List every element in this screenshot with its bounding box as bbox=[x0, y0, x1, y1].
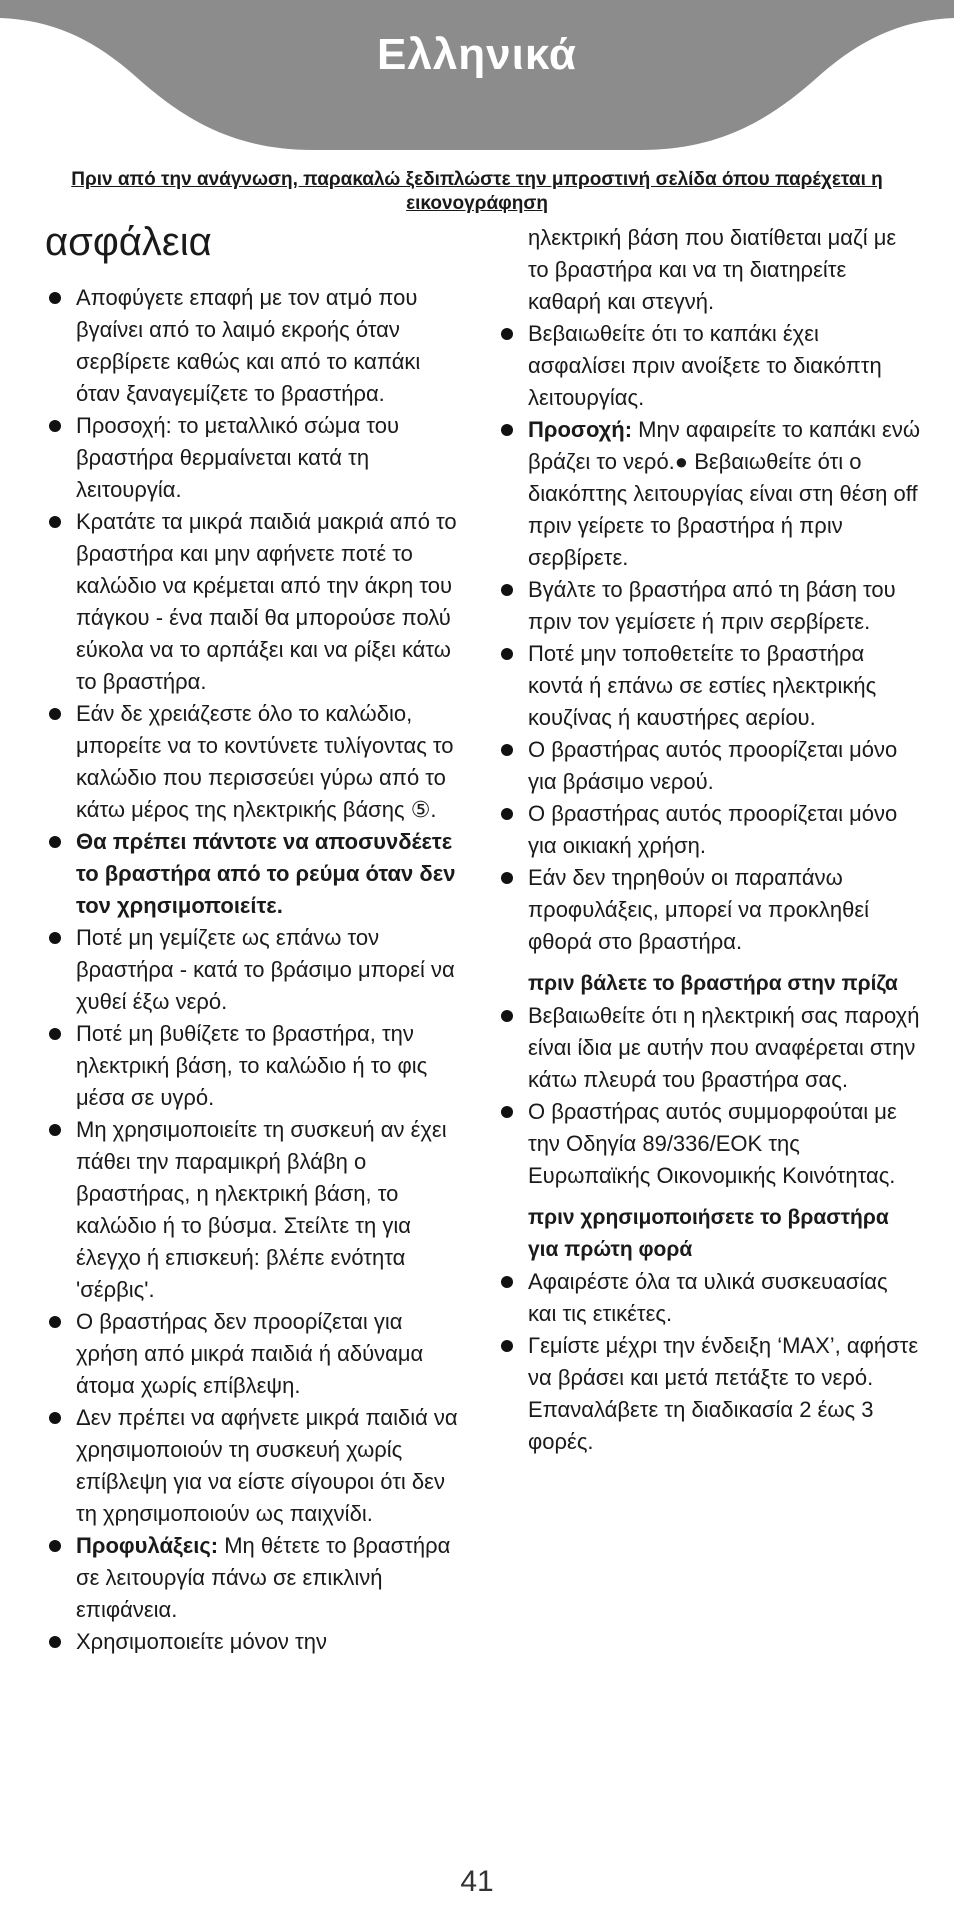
unfold-instruction: Πριν από την ανάγνωση, παρακαλώ ξεδιπλώστε την μπροστινή σελίδα όπου παρέχεται η εικονογράφηση bbox=[71, 169, 883, 214]
left-column bbox=[45, 220, 465, 1658]
list-item: Χρησιμοποιείτε μόνον την bbox=[45, 1626, 465, 1658]
list-item: Ο βραστήρας δεν προορίζεται για χρήση από μικρά παιδιά ή αδύναμα άτομα χωρίς επίβλεψη. bbox=[45, 1306, 465, 1402]
list-item: Προσοχή: το μεταλλικό σώμα του βραστήρα θερμαίνεται κατά τη λειτουργία. bbox=[45, 410, 465, 506]
list-item bbox=[497, 414, 922, 574]
precautions-text: Μη θέτετε το βραστήρα σε λειτουργία πάνω σε επικλινή επιφάνεια. bbox=[76, 1533, 451, 1622]
list-item: Αποφύγετε επαφή με τον ατμό που βγαίνει από το λαιμό εκροής όταν σερβίρετε καθώς και από το καπάκι όταν ξαναγεμίζετε το βραστήρα. bbox=[45, 282, 465, 410]
list-item: Βγάλτε το βραστήρα από τη βάση του πριν τον γεμίσετε ή πριν σερβίρετε. bbox=[497, 574, 922, 638]
list-item: Δεν πρέπει να αφήνετε μικρά παιδιά να χρησιμοποιούν τη συσκευή χωρίς επίβλεψη για να είστε σίγουροι ότι δεν τη χρησιμοποιούν ως παιχνίδι. bbox=[45, 1402, 465, 1530]
list-item: Ποτέ μην τοποθετείτε το βραστήρα κοντά ή επάνω σε εστίες ηλεκτρικής κουζίνας ή καυστήρες αερίου. bbox=[497, 638, 922, 734]
list-item: Μη χρησιμοποιείτε τη συσκευή αν έχει πάθει την παραμικρή βλάβη ο βραστήρας, η ηλεκτρική βάση, το καλώδιο ή το βύσμα. Στείλτε τη για έλεγχο ή επισκευή: βλέπε ενότητα 'σέρβις'. bbox=[45, 1114, 465, 1306]
list-item: Αφαιρέστε όλα τα υλικά συσκευασίας και τις ετικέτες. bbox=[497, 1266, 922, 1330]
list-item bbox=[45, 1530, 465, 1626]
precautions-label: Προφυλάξεις: bbox=[76, 1533, 219, 1558]
list-item: Εάν δεν τηρηθούν οι παραπάνω προφυλάξεις, μπορεί να προκληθεί φθορά στο βραστήρα. bbox=[497, 862, 922, 958]
list-item: Ποτέ μη βυθίζετε το βραστήρα, την ηλεκτρική βάση, το καλώδιο ή το φις μέσα σε υγρό. bbox=[45, 1018, 465, 1114]
list-item: Κρατάτε τα μικρά παιδιά μακριά από το βραστήρα και μην αφήνετε ποτέ το καλώδιο να κρέμεται από την άκρη του πάγκου - ένα παιδί θα μπορούσε πολύ εύκολα να το αρπάξει και να ρίξει κάτω το βραστήρα. bbox=[45, 506, 465, 698]
list-item: Εάν δε χρειάζεστε όλο το καλώδιο, μπορείτε να το κοντύνετε τυλίγοντας το καλώδιο που περισσεύει γύρω από το κάτω μέρος της ηλεκτρικής βάσης ⑤. bbox=[45, 698, 465, 826]
list-item: Θα πρέπει πάντοτε να αποσυνδέετε το βραστήρα από το ρεύμα όταν δεν τον χρησιμοποιείτε. bbox=[45, 826, 465, 922]
list-item: Ο βραστήρας αυτός συμμορφούται με την Οδηγία 89/336/ΕΟΚ της Ευρωπαϊκής Οικονομικής Κοινότητας. bbox=[497, 1096, 922, 1192]
safety-list-left bbox=[45, 282, 465, 1658]
list-item: Βεβαιωθείτε ότι το καπάκι έχει ασφαλίσει πριν ανοίξετε το διακόπτη λειτουργίας. bbox=[497, 318, 922, 414]
first-use-list bbox=[497, 1266, 922, 1458]
continued-text: ηλεκτρική βάση που διατίθεται μαζί με το βραστήρα και να τη διατηρείτε καθαρή και στεγνή. bbox=[528, 225, 897, 314]
safety-heading: ασφάλεια bbox=[45, 220, 212, 264]
first-use-heading: πριν χρησιμοποιήσετε το βραστήρα για πρώτη φορά bbox=[528, 1206, 889, 1261]
right-column bbox=[497, 222, 922, 1458]
safety-list-right bbox=[497, 318, 922, 958]
language-title: Ελληνικά bbox=[377, 30, 577, 79]
page-number: 41 bbox=[460, 1865, 494, 1898]
before-plug-in-heading: πριν βάλετε το βραστήρα στην πρίζα bbox=[528, 972, 898, 995]
list-item: Ποτέ μη γεμίζετε ως επάνω τον βραστήρα - κατά το βράσιμο μπορεί να χυθεί έξω νερό. bbox=[45, 922, 465, 1018]
header-band bbox=[0, 0, 954, 150]
before-plug-in-list bbox=[497, 1000, 922, 1192]
caution-label: Προσοχή: bbox=[528, 417, 633, 442]
caution-text: Μην αφαιρείτε το καπάκι ενώ βράζει το νερό.● Βεβαιωθείτε ότι ο διακόπτης λειτουργίας είναι στη θέση off πριν γείρετε το βραστήρα ή πριν σερβίρετε. bbox=[528, 417, 921, 570]
list-item: Βεβαιωθείτε ότι η ηλεκτρική σας παροχή είναι ίδια με αυτήν που αναφέρεται στην κάτω πλευρά του βραστήρα σας. bbox=[497, 1000, 922, 1096]
list-item: Γεμίστε μέχρι την ένδειξη ‘MAX’, αφήστε να βράσει και μετά πετάξτε το νερό. Επαναλάβετε τη διαδικασία 2 έως 3 φορές. bbox=[497, 1330, 922, 1458]
list-item: Ο βραστήρας αυτός προορίζεται μόνο για οικιακή χρήση. bbox=[497, 798, 922, 862]
list-item: Ο βραστήρας αυτός προορίζεται μόνο για βράσιμο νερού. bbox=[497, 734, 922, 798]
